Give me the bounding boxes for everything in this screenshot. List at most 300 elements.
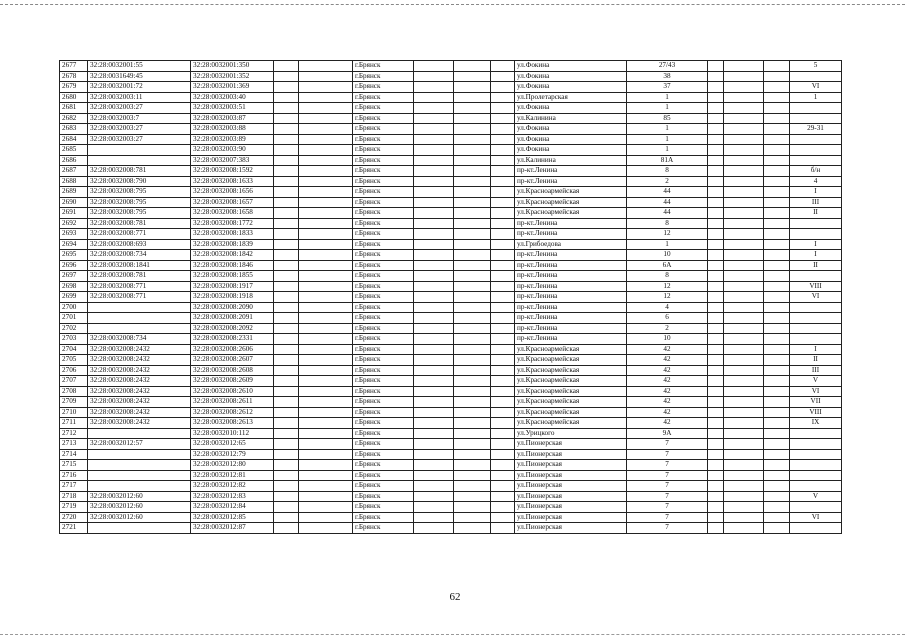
empty-cell <box>274 155 299 166</box>
city-cell: г.Брянск <box>353 313 414 324</box>
street-cell: пр-кт.Ленина <box>515 166 627 177</box>
old-cadastral-number-cell <box>88 523 191 534</box>
old-cadastral-number-cell: 32:28:0032008:2432 <box>88 376 191 387</box>
cadastral-number-cell: 32:28:0032008:1656 <box>191 187 274 198</box>
building-cell: VI <box>790 386 842 397</box>
empty-cell <box>764 376 790 387</box>
house-cell: 7 <box>627 439 708 450</box>
cadastral-number-cell: 32:28:0032008:1772 <box>191 218 274 229</box>
empty-cell <box>764 208 790 219</box>
empty-cell <box>708 124 724 135</box>
empty-cell <box>708 250 724 261</box>
empty-cell <box>491 239 515 250</box>
empty-cell <box>764 407 790 418</box>
empty-cell <box>724 155 764 166</box>
house-cell: 44 <box>627 208 708 219</box>
building-cell <box>790 313 842 324</box>
row-number-cell: 2683 <box>60 124 88 135</box>
empty-cell <box>708 155 724 166</box>
empty-cell <box>708 481 724 492</box>
old-cadastral-number-cell: 32:28:0032012:57 <box>88 439 191 450</box>
empty-cell <box>491 281 515 292</box>
street-cell: ул.Красноармейская <box>515 344 627 355</box>
empty-cell <box>454 113 491 124</box>
empty-cell <box>491 344 515 355</box>
building-cell <box>790 229 842 240</box>
empty-cell <box>491 155 515 166</box>
empty-cell <box>274 407 299 418</box>
house-cell: 4 <box>627 302 708 313</box>
empty-cell <box>274 134 299 145</box>
old-cadastral-number-cell: 32:28:0031649:45 <box>88 71 191 82</box>
table-row <box>60 260 842 271</box>
empty-cell <box>274 386 299 397</box>
city-cell: г.Брянск <box>353 82 414 93</box>
empty-cell <box>414 92 454 103</box>
old-cadastral-number-cell: 32:28:0032003:11 <box>88 92 191 103</box>
empty-cell <box>274 460 299 471</box>
house-cell: 10 <box>627 250 708 261</box>
empty-cell <box>724 491 764 502</box>
empty-cell <box>708 61 724 72</box>
empty-cell <box>274 292 299 303</box>
old-cadastral-number-cell: 32:28:0032008:2432 <box>88 365 191 376</box>
table-row <box>60 229 842 240</box>
empty-cell <box>274 239 299 250</box>
empty-cell <box>491 439 515 450</box>
empty-cell <box>724 481 764 492</box>
empty-cell <box>274 197 299 208</box>
house-cell: 7 <box>627 502 708 513</box>
row-number-cell: 2686 <box>60 155 88 166</box>
empty-cell <box>491 71 515 82</box>
building-cell: I <box>790 250 842 261</box>
row-number-cell: 2709 <box>60 397 88 408</box>
empty-cell <box>299 103 353 114</box>
old-cadastral-number-cell <box>88 460 191 471</box>
empty-cell <box>724 323 764 334</box>
empty-cell <box>414 239 454 250</box>
building-cell <box>790 439 842 450</box>
old-cadastral-number-cell: 32:28:0032008:2432 <box>88 407 191 418</box>
empty-cell <box>724 460 764 471</box>
city-cell: г.Брянск <box>353 271 414 282</box>
empty-cell <box>274 428 299 439</box>
empty-cell <box>274 376 299 387</box>
house-cell: 8 <box>627 218 708 229</box>
cadastral-number-cell: 32:28:0032012:80 <box>191 460 274 471</box>
building-cell <box>790 134 842 145</box>
empty-cell <box>414 313 454 324</box>
empty-cell <box>708 460 724 471</box>
empty-cell <box>299 218 353 229</box>
building-cell: VI <box>790 512 842 523</box>
building-cell <box>790 145 842 156</box>
house-cell: 7 <box>627 523 708 534</box>
building-cell: VIII <box>790 407 842 418</box>
empty-cell <box>414 470 454 481</box>
old-cadastral-number-cell <box>88 449 191 460</box>
empty-cell <box>299 250 353 261</box>
cadastral-number-cell: 32:28:0032008:1839 <box>191 239 274 250</box>
empty-cell <box>764 512 790 523</box>
street-cell: ул.Пионерская <box>515 481 627 492</box>
empty-cell <box>708 344 724 355</box>
old-cadastral-number-cell: 32:28:0032008:2432 <box>88 344 191 355</box>
old-cadastral-number-cell: 32:28:0032008:734 <box>88 250 191 261</box>
empty-cell <box>414 61 454 72</box>
empty-cell <box>724 271 764 282</box>
empty-cell <box>708 103 724 114</box>
cadastral-number-cell: 32:28:0032008:2611 <box>191 397 274 408</box>
empty-cell <box>724 470 764 481</box>
house-cell: 81А <box>627 155 708 166</box>
old-cadastral-number-cell: 32:28:0032003:27 <box>88 103 191 114</box>
empty-cell <box>724 365 764 376</box>
empty-cell <box>414 460 454 471</box>
table-row <box>60 344 842 355</box>
building-cell <box>790 502 842 513</box>
empty-cell <box>299 418 353 429</box>
empty-cell <box>491 407 515 418</box>
empty-cell <box>764 250 790 261</box>
empty-cell <box>274 103 299 114</box>
cadastral-number-cell: 32:28:0032003:90 <box>191 145 274 156</box>
empty-cell <box>491 271 515 282</box>
empty-cell <box>299 481 353 492</box>
city-cell: г.Брянск <box>353 323 414 334</box>
building-cell <box>790 523 842 534</box>
table-row <box>60 134 842 145</box>
house-cell: 1 <box>627 103 708 114</box>
building-cell <box>790 449 842 460</box>
empty-cell <box>299 281 353 292</box>
empty-cell <box>724 218 764 229</box>
empty-cell <box>708 407 724 418</box>
empty-cell <box>764 302 790 313</box>
row-number-cell: 2718 <box>60 491 88 502</box>
empty-cell <box>454 134 491 145</box>
city-cell: г.Брянск <box>353 281 414 292</box>
row-number-cell: 2702 <box>60 323 88 334</box>
city-cell: г.Брянск <box>353 292 414 303</box>
empty-cell <box>491 334 515 345</box>
building-cell: I <box>790 344 842 355</box>
row-number-cell: 2717 <box>60 481 88 492</box>
empty-cell <box>454 418 491 429</box>
empty-cell <box>454 281 491 292</box>
empty-cell <box>764 355 790 366</box>
street-cell: ул.Фокина <box>515 124 627 135</box>
street-cell: ул.Фокина <box>515 103 627 114</box>
old-cadastral-number-cell: 32:28:0032008:771 <box>88 281 191 292</box>
empty-cell <box>299 71 353 82</box>
empty-cell <box>708 239 724 250</box>
empty-cell <box>454 208 491 219</box>
table-row <box>60 355 842 366</box>
empty-cell <box>274 208 299 219</box>
row-number-cell: 2696 <box>60 260 88 271</box>
street-cell: ул.Красноармейская <box>515 365 627 376</box>
building-cell <box>790 323 842 334</box>
empty-cell <box>454 407 491 418</box>
empty-cell <box>274 502 299 513</box>
empty-cell <box>299 512 353 523</box>
table-row <box>60 512 842 523</box>
house-cell: 10 <box>627 334 708 345</box>
empty-cell <box>299 197 353 208</box>
city-cell: г.Брянск <box>353 155 414 166</box>
empty-cell <box>274 145 299 156</box>
row-number-cell: 2689 <box>60 187 88 198</box>
empty-cell <box>299 407 353 418</box>
cadastral-number-cell: 32:28:0032008:1846 <box>191 260 274 271</box>
empty-cell <box>764 292 790 303</box>
old-cadastral-number-cell: 32:28:0032003:27 <box>88 134 191 145</box>
empty-cell <box>724 428 764 439</box>
row-number-cell: 2690 <box>60 197 88 208</box>
empty-cell <box>299 460 353 471</box>
empty-cell <box>299 439 353 450</box>
empty-cell <box>724 187 764 198</box>
empty-cell <box>764 334 790 345</box>
empty-cell <box>764 460 790 471</box>
table-row <box>60 418 842 429</box>
city-cell: г.Брянск <box>353 197 414 208</box>
old-cadastral-number-cell <box>88 302 191 313</box>
empty-cell <box>708 113 724 124</box>
empty-cell <box>491 302 515 313</box>
empty-cell <box>454 229 491 240</box>
old-cadastral-number-cell: 32:28:0032008:795 <box>88 208 191 219</box>
table-row <box>60 523 842 534</box>
empty-cell <box>299 386 353 397</box>
table-row <box>60 313 842 324</box>
empty-cell <box>414 502 454 513</box>
cadastral-number-cell: 32:28:0032003:87 <box>191 113 274 124</box>
empty-cell <box>299 470 353 481</box>
building-cell: I <box>790 239 842 250</box>
empty-cell <box>764 523 790 534</box>
empty-cell <box>274 302 299 313</box>
table-row <box>60 124 842 135</box>
empty-cell <box>764 439 790 450</box>
empty-cell <box>299 239 353 250</box>
old-cadastral-number-cell: 32:28:0032001:72 <box>88 82 191 93</box>
empty-cell <box>764 197 790 208</box>
empty-cell <box>724 418 764 429</box>
empty-cell <box>414 166 454 177</box>
row-number-cell: 2719 <box>60 502 88 513</box>
empty-cell <box>724 355 764 366</box>
empty-cell <box>414 491 454 502</box>
city-cell: г.Брянск <box>353 166 414 177</box>
table-row <box>60 208 842 219</box>
empty-cell <box>764 187 790 198</box>
house-cell: 12 <box>627 292 708 303</box>
house-cell: 8 <box>627 166 708 177</box>
street-cell: пр-кт.Ленина <box>515 281 627 292</box>
empty-cell <box>724 512 764 523</box>
empty-cell <box>724 145 764 156</box>
old-cadastral-number-cell: 32:28:0032012:60 <box>88 491 191 502</box>
empty-cell <box>299 449 353 460</box>
empty-cell <box>414 208 454 219</box>
empty-cell <box>708 523 724 534</box>
empty-cell <box>274 418 299 429</box>
table-row <box>60 449 842 460</box>
empty-cell <box>724 439 764 450</box>
empty-cell <box>274 365 299 376</box>
empty-cell <box>491 218 515 229</box>
old-cadastral-number-cell: 32:28:0032008:790 <box>88 176 191 187</box>
table-row <box>60 187 842 198</box>
row-number-cell: 2705 <box>60 355 88 366</box>
row-number-cell: 2679 <box>60 82 88 93</box>
empty-cell <box>299 523 353 534</box>
building-cell <box>790 155 842 166</box>
old-cadastral-number-cell: 32:28:0032008:781 <box>88 166 191 177</box>
empty-cell <box>708 397 724 408</box>
city-cell: г.Брянск <box>353 208 414 219</box>
empty-cell <box>764 491 790 502</box>
house-cell: 9А <box>627 428 708 439</box>
city-cell: г.Брянск <box>353 376 414 387</box>
street-cell: пр-кт.Ленина <box>515 302 627 313</box>
row-number-cell: 2680 <box>60 92 88 103</box>
empty-cell <box>454 82 491 93</box>
empty-cell <box>724 134 764 145</box>
empty-cell <box>274 470 299 481</box>
empty-cell <box>274 250 299 261</box>
empty-cell <box>764 218 790 229</box>
house-cell: 42 <box>627 418 708 429</box>
building-cell: III <box>790 365 842 376</box>
empty-cell <box>299 502 353 513</box>
empty-cell <box>724 61 764 72</box>
street-cell: ул.Фокина <box>515 134 627 145</box>
empty-cell <box>299 113 353 124</box>
empty-cell <box>708 134 724 145</box>
empty-cell <box>708 292 724 303</box>
table-row <box>60 250 842 261</box>
city-cell: г.Брянск <box>353 61 414 72</box>
old-cadastral-number-cell: 32:28:0032008:734 <box>88 334 191 345</box>
empty-cell <box>414 344 454 355</box>
table-row <box>60 155 842 166</box>
table-row <box>60 166 842 177</box>
house-cell: 7 <box>627 449 708 460</box>
empty-cell <box>491 250 515 261</box>
empty-cell <box>491 355 515 366</box>
empty-cell <box>274 82 299 93</box>
building-cell: VIII <box>790 281 842 292</box>
table-row <box>60 481 842 492</box>
empty-cell <box>274 491 299 502</box>
house-cell: 42 <box>627 407 708 418</box>
empty-cell <box>724 376 764 387</box>
empty-cell <box>708 197 724 208</box>
empty-cell <box>724 334 764 345</box>
empty-cell <box>764 145 790 156</box>
house-cell: 7 <box>627 470 708 481</box>
empty-cell <box>299 176 353 187</box>
house-cell: 7 <box>627 460 708 471</box>
street-cell: пр-кт.Ленина <box>515 176 627 187</box>
old-cadastral-number-cell: 32:28:0032001:55 <box>88 61 191 72</box>
street-cell: ул.Красноармейская <box>515 355 627 366</box>
empty-cell <box>764 260 790 271</box>
empty-cell <box>708 176 724 187</box>
empty-cell <box>708 491 724 502</box>
empty-cell <box>491 428 515 439</box>
old-cadastral-number-cell: 32:28:0032008:2432 <box>88 386 191 397</box>
city-cell: г.Брянск <box>353 229 414 240</box>
city-cell: г.Брянск <box>353 113 414 124</box>
cadastral-number-cell: 32:28:0032008:1917 <box>191 281 274 292</box>
empty-cell <box>491 481 515 492</box>
empty-cell <box>414 218 454 229</box>
table-row <box>60 71 842 82</box>
empty-cell <box>414 103 454 114</box>
empty-cell <box>491 260 515 271</box>
empty-cell <box>724 449 764 460</box>
empty-cell <box>414 197 454 208</box>
empty-cell <box>414 334 454 345</box>
building-cell: 29-31 <box>790 124 842 135</box>
empty-cell <box>454 61 491 72</box>
street-cell: пр-кт.Ленина <box>515 323 627 334</box>
table-row <box>60 302 842 313</box>
empty-cell <box>414 449 454 460</box>
old-cadastral-number-cell: 32:28:0032008:771 <box>88 292 191 303</box>
city-cell: г.Брянск <box>353 407 414 418</box>
row-number-cell: 2697 <box>60 271 88 282</box>
street-cell: ул.Красноармейская <box>515 197 627 208</box>
row-number-cell: 2691 <box>60 208 88 219</box>
empty-cell <box>491 92 515 103</box>
empty-cell <box>764 239 790 250</box>
empty-cell <box>708 145 724 156</box>
empty-cell <box>454 187 491 198</box>
row-number-cell: 2704 <box>60 344 88 355</box>
empty-cell <box>299 428 353 439</box>
old-cadastral-number-cell: 32:28:0032008:781 <box>88 218 191 229</box>
row-number-cell: 2716 <box>60 470 88 481</box>
empty-cell <box>724 229 764 240</box>
old-cadastral-number-cell <box>88 481 191 492</box>
street-cell: ул.Фокина <box>515 61 627 72</box>
empty-cell <box>491 460 515 471</box>
empty-cell <box>724 197 764 208</box>
empty-cell <box>274 334 299 345</box>
empty-cell <box>764 103 790 114</box>
building-cell <box>790 470 842 481</box>
street-cell: ул.Красноармейская <box>515 208 627 219</box>
building-cell: V <box>790 491 842 502</box>
empty-cell <box>491 323 515 334</box>
house-cell: 6 <box>627 313 708 324</box>
row-number-cell: 2706 <box>60 365 88 376</box>
old-cadastral-number-cell: 32:28:0032008:1841 <box>88 260 191 271</box>
empty-cell <box>708 449 724 460</box>
city-cell: г.Брянск <box>353 470 414 481</box>
house-cell: 1 <box>627 92 708 103</box>
street-cell: ул.Пионерская <box>515 439 627 450</box>
empty-cell <box>454 334 491 345</box>
empty-cell <box>708 187 724 198</box>
street-cell: пр-кт.Ленина <box>515 218 627 229</box>
